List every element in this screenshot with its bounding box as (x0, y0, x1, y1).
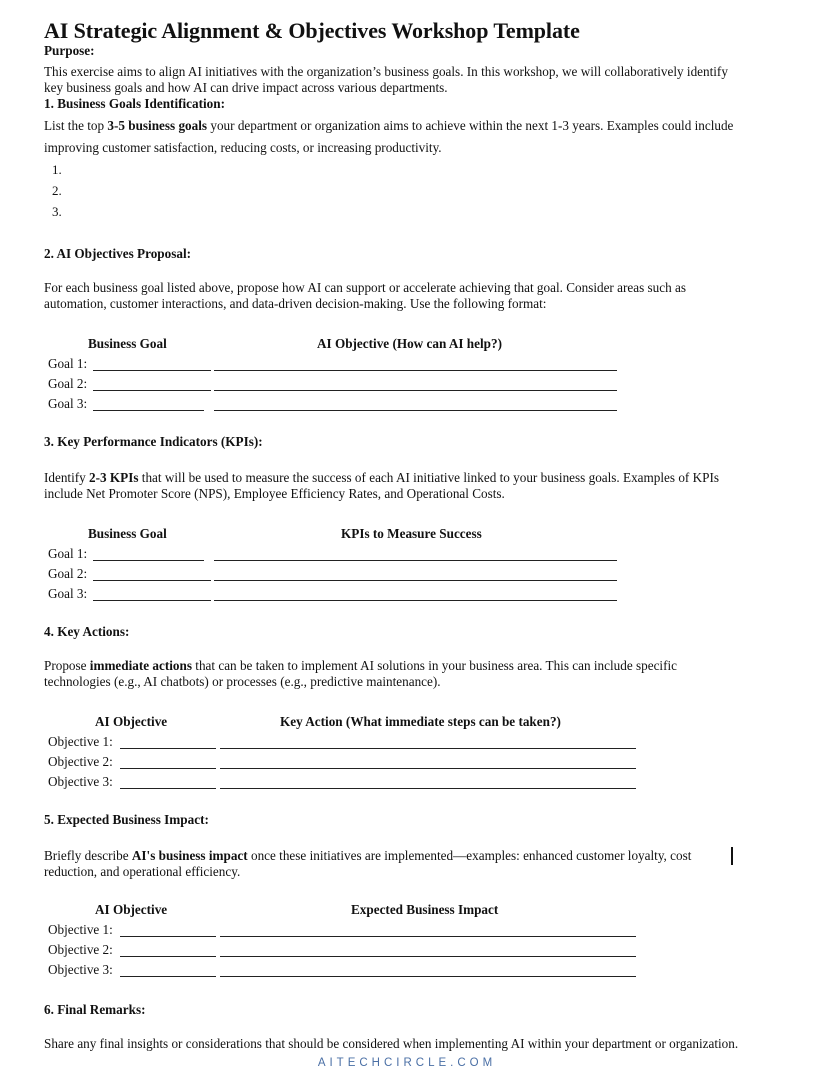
goal-list-item-1[interactable]: 1. (52, 162, 62, 177)
section-5-heading: 5. Expected Business Impact: (44, 812, 209, 827)
s2-row-label: Goal 3: (48, 396, 88, 411)
s5-col-impact: Expected Business Impact (351, 902, 499, 917)
section-3-heading: 3. Key Performance Indicators (KPIs): (44, 434, 263, 449)
s2-col-business-goal: Business Goal (88, 336, 167, 351)
s3-col-business-goal: Business Goal (88, 526, 167, 541)
s4-action-2-blank[interactable] (220, 768, 636, 769)
section-4-heading: 4. Key Actions: (44, 624, 130, 639)
s4-action-1-blank[interactable] (220, 748, 636, 749)
s5-objective-1-blank[interactable] (120, 936, 216, 937)
s2-row-label: Goal 1: (48, 356, 88, 371)
s4-col-key-action: Key Action (What immediate steps can be taken?) (280, 714, 561, 729)
s4-row-label: Objective 2: (48, 754, 113, 769)
section-6-text: Share any final insights or considerations that should be considered when implementing AI within your department or organization. (44, 1036, 739, 1051)
s3-row-label: Goal 3: (48, 586, 88, 601)
s5-row-label: Objective 1: (48, 922, 113, 937)
s3-goal-1-blank[interactable] (93, 560, 204, 561)
s2-goal-1-blank[interactable] (93, 370, 211, 371)
s4-row-label: Objective 3: (48, 774, 113, 789)
goal-list-item-2[interactable]: 2. (52, 183, 62, 198)
s5-row-label: Objective 2: (48, 942, 113, 957)
s5-impact-2-blank[interactable] (220, 956, 636, 957)
section-2-text: For each business goal listed above, propose how AI can support or accelerate achieving that goal. Consider areas such as automation, customer interactions, and data-driven decision-making. Use the following format: (44, 280, 686, 311)
s4-objective-3-blank[interactable] (120, 788, 216, 789)
s3-goal-3-blank[interactable] (93, 600, 211, 601)
s5-row-label: Objective 3: (48, 962, 113, 977)
s2-row-label: Goal 2: (48, 376, 88, 391)
s2-col-ai-objective: AI Objective (How can AI help?) (317, 336, 502, 351)
s2-objective-3-blank[interactable] (214, 410, 617, 411)
s4-objective-1-blank[interactable] (120, 748, 216, 749)
footer-brand: AITECHCIRCLE.COM (317, 1057, 497, 1069)
section-1-heading: 1. Business Goals Identification: (44, 96, 225, 111)
s5-impact-1-blank[interactable] (220, 936, 636, 937)
purpose-text: This exercise aims to align AI initiatives with the organization’s business goals. In this workshop, we will collaboratively identify key business goals and how AI can drive impact across various departments. (44, 64, 728, 95)
section-4-text: Propose immediate actions that can be taken to implement AI solutions in your business area. This can include specific technologies (e.g., AI chatbots) or processes (e.g., predictive maintenance). (44, 658, 677, 689)
section-5-text: Briefly describe AI's business impact once these initiatives are implemented—examples: enhanced customer loyalty, cost reduction, and operational efficiency. (44, 848, 692, 879)
s3-kpi-3-blank[interactable] (214, 600, 617, 601)
s3-row-label: Goal 2: (48, 566, 88, 581)
s5-objective-2-blank[interactable] (120, 956, 216, 957)
s2-goal-3-blank[interactable] (93, 410, 204, 411)
goal-list-item-3[interactable]: 3. (52, 204, 62, 219)
s4-objective-2-blank[interactable] (120, 768, 216, 769)
s5-impact-3-blank[interactable] (220, 976, 636, 977)
s3-kpi-2-blank[interactable] (214, 580, 617, 581)
s5-col-ai-objective: AI Objective (95, 902, 168, 917)
s4-col-ai-objective: AI Objective (95, 714, 168, 729)
s4-row-label: Objective 1: (48, 734, 113, 749)
s3-row-label: Goal 1: (48, 546, 88, 561)
s3-kpi-1-blank[interactable] (214, 560, 617, 561)
s2-objective-2-blank[interactable] (214, 390, 617, 391)
s2-objective-1-blank[interactable] (214, 370, 617, 371)
s3-col-kpis: KPIs to Measure Success (341, 526, 482, 541)
s2-goal-2-blank[interactable] (93, 390, 211, 391)
section-6-heading: 6. Final Remarks: (44, 1002, 146, 1017)
section-3-text: Identify 2-3 KPIs that will be used to measure the success of each AI initiative linked to your business goals. Examples of KPIs include Net Promoter Score (NPS), Employee Efficiency Rates, and Operational Costs. (44, 470, 719, 501)
document-title: AI Strategic Alignment & Objectives Workshop Template (44, 18, 580, 43)
s4-action-3-blank[interactable] (220, 788, 636, 789)
s5-objective-3-blank[interactable] (120, 976, 216, 977)
text-cursor (731, 847, 733, 865)
purpose-label: Purpose: (44, 43, 95, 58)
section-2-heading: 2. AI Objectives Proposal: (44, 246, 192, 261)
section-1-text: List the top 3-5 business goals your department or organization aims to achieve within the next 1-3 years. Examples could include improving customer satisfaction, reducing costs, or increasing productivity. (44, 118, 734, 155)
s3-goal-2-blank[interactable] (93, 580, 211, 581)
